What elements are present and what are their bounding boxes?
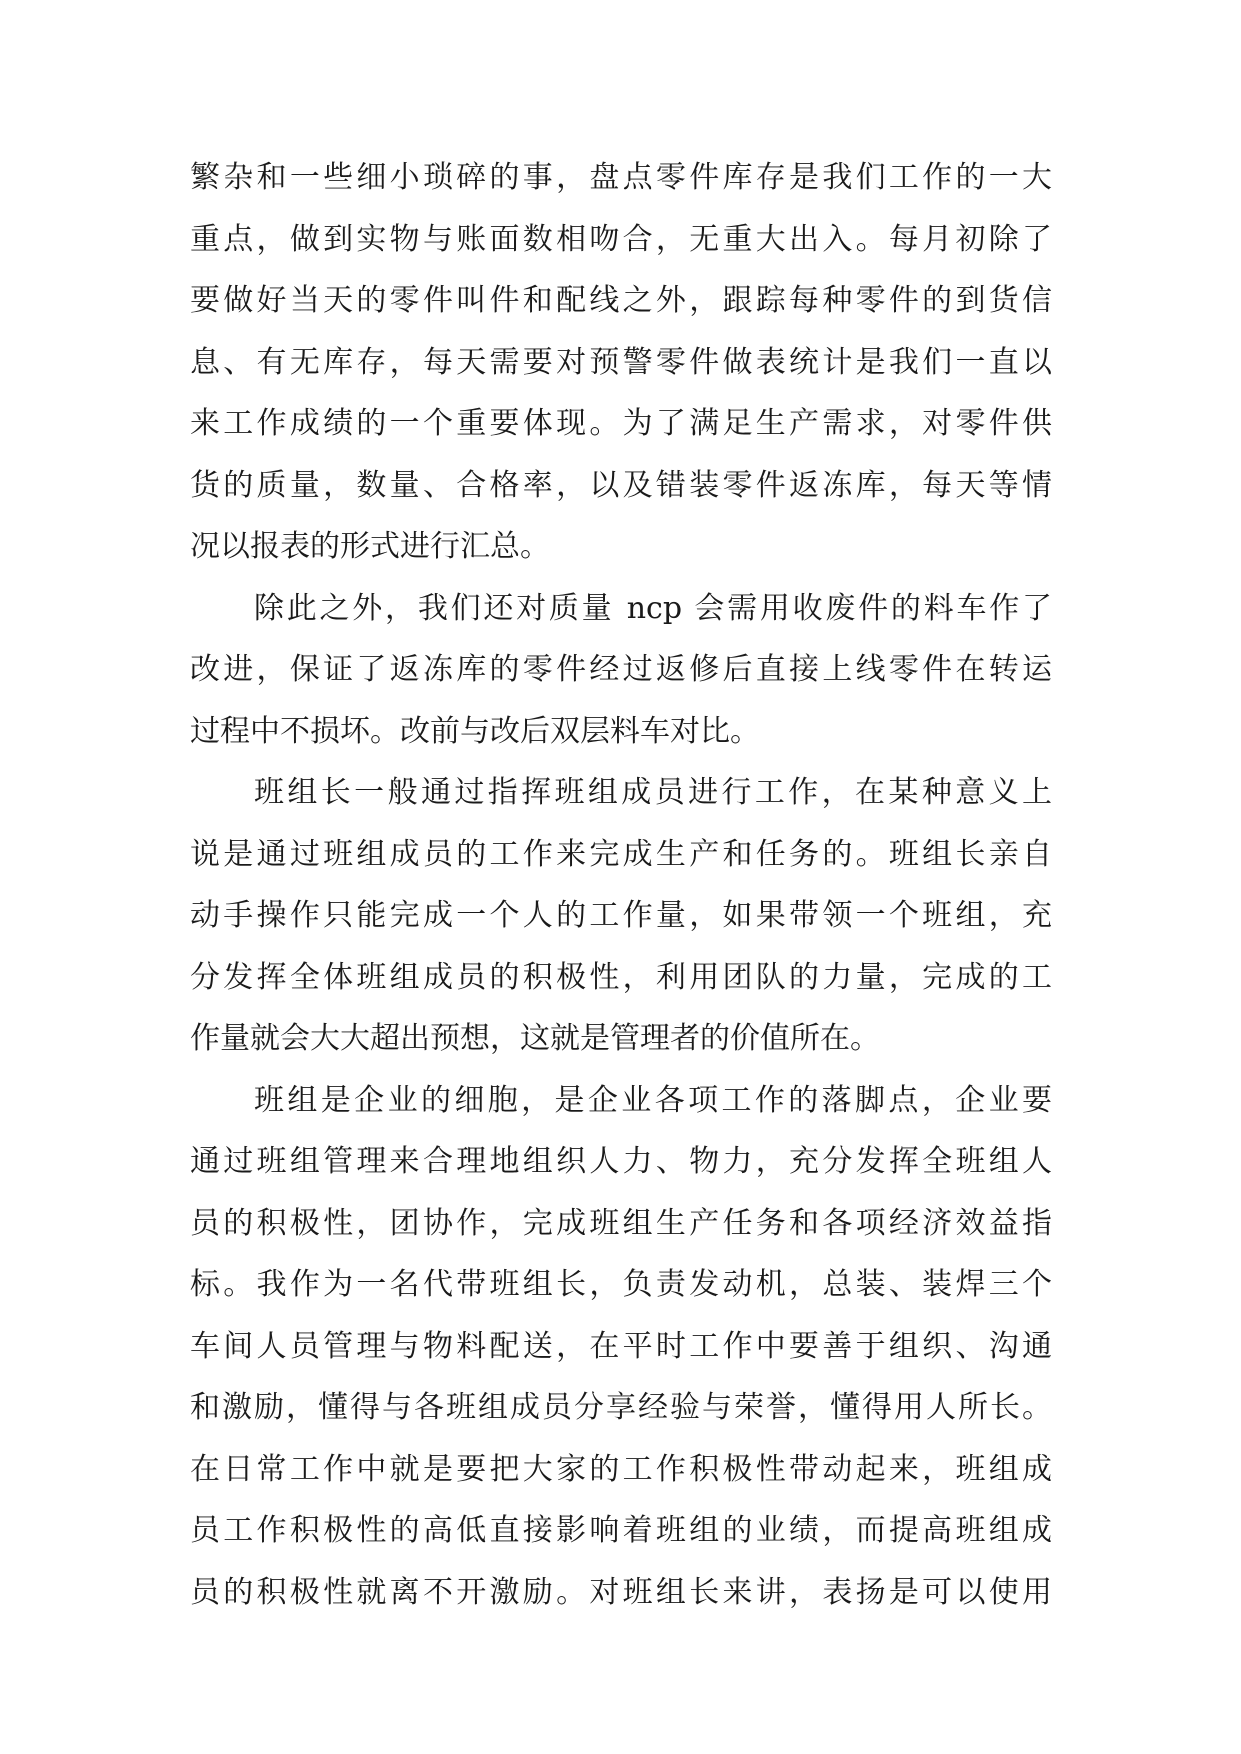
text-line: 改进，保证了返冻库的零件经过返修后直接上线零件在转运 <box>190 652 1052 687</box>
text-line: 重点，做到实物与账面数相吻合，无重大出入。每月初除了 <box>190 221 1052 257</box>
text-line: 通过班组管理来合理地组织人力、物力，充分发挥全班组人 <box>190 1144 1052 1179</box>
text-line: 员的积极性就离不开激励。对班组长来讲，表扬是可以使用 <box>190 1574 1052 1610</box>
text-line: 标。我作为一名代带班组长，负责发动机，总装、装焊三个 <box>190 1267 1052 1302</box>
text-line: 员工作积极性的高低直接影响着班组的业绩，而提高班组成 <box>190 1513 1052 1548</box>
text-line: 动手操作只能完成一个人的工作量，如果带领一个班组，充 <box>190 898 1052 933</box>
text-line: 说是通过班组成员的工作来完成生产和任务的。班组长亲自 <box>190 836 1052 872</box>
text-line: 过程中不损坏。改前与改后双层料车对比。 <box>190 713 760 749</box>
text-line: 要做好当天的零件叫件和配线之外，跟踪每种零件的到货信 <box>190 283 1052 318</box>
text-line: 班组是企业的细胞，是企业各项工作的落脚点，企业要 <box>254 1082 1052 1118</box>
document-body <box>190 158 1052 1634</box>
text-line: 员的积极性，团协作，完成班组生产任务和各项经济效益指 <box>190 1205 1052 1241</box>
text-line: 分发挥全体班组成员的积极性，利用团队的力量，完成的工 <box>190 959 1052 995</box>
text-line: 来工作成绩的一个重要体现。为了满足生产需求，对零件供 <box>190 406 1052 441</box>
text-line: 货的质量，数量、合格率，以及错装零件返冻库，每天等情 <box>190 467 1052 503</box>
text-line: 息、有无库存，每天需要对预警零件做表统计是我们一直以 <box>190 344 1052 380</box>
text-line: 况以报表的形式进行汇总。 <box>190 529 550 564</box>
text-line: 在日常工作中就是要把大家的工作积极性带动起来，班组成 <box>190 1451 1052 1487</box>
text-line: 班组长一般通过指挥班组成员进行工作，在某种意义上 <box>254 775 1052 810</box>
text-line: 车间人员管理与物料配送，在平时工作中要善于组织、沟通 <box>190 1328 1052 1364</box>
text-line: 作量就会大大超出预想，这就是管理者的价值所在。 <box>190 1021 880 1056</box>
text-line: 繁杂和一些细小琐碎的事，盘点零件库存是我们工作的一大 <box>190 160 1052 195</box>
text-line: 除此之外，我们还对质量 ncp 会需用收废件的料车作了 <box>254 590 1052 626</box>
text-line: 和激励，懂得与各班组成员分享经验与荣誉，懂得用人所长。 <box>190 1390 1052 1425</box>
